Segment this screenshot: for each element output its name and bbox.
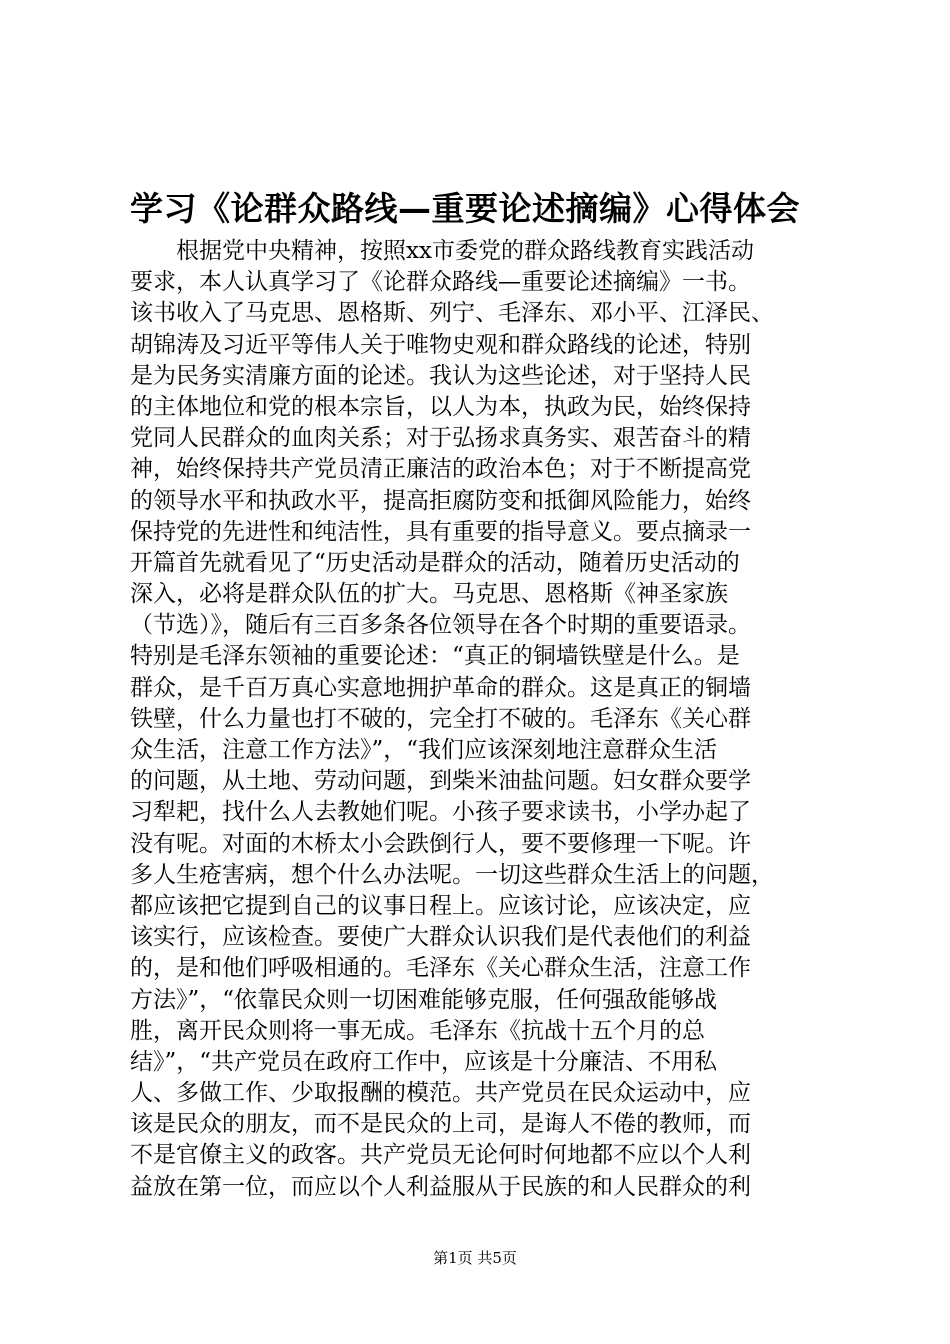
body-line: 要求，本人认真学习了《论群众路线—重要论述摘编》一书。 (130, 269, 751, 296)
body-line: 益放在第一位，而应以个人利益服从于民族的和人民群众的利 (130, 1173, 751, 1200)
body-line: 人、多做工作、少取报酬的模范。共产党员在民众运动中，应 (130, 1080, 751, 1107)
body-line: 根据党中央精神，按照xx市委党的群众路线教育实践活动 (130, 238, 754, 264)
body-line: 习犁耙，找什么人去教她们呢。小孩子要求读书，小学办起了 (130, 799, 751, 826)
body-line: 深入，必将是群众队伍的扩大。马克思、恩格斯《神圣家族 (130, 581, 728, 608)
body-line: 方法》”，“依靠民众则一切困难能够克服，任何强敌能够战 (130, 986, 718, 1013)
body-line: 铁壁，什么力量也打不破的，完全打不破的。毛泽东《关心群 (130, 705, 751, 732)
body-line: 该实行，应该检查。要使广大群众认识我们是代表他们的利益 (130, 924, 751, 951)
body-line: 的，是和他们呼吸相通的。毛泽东《关心群众生活，注意工作 (130, 955, 751, 982)
body-line: 特别是毛泽东领袖的重要论述：“真正的铜墙铁壁是什么。是 (130, 643, 740, 670)
body-line: 都应该把它提到自己的议事日程上。应该讨论，应该决定，应 (130, 892, 751, 919)
body-line: 神，始终保持共产党员清正廉洁的政治本色；对于不断提高党 (130, 456, 751, 483)
body-line: 没有呢。对面的木桥太小会跌倒行人，要不要修理一下呢。许 (130, 830, 751, 857)
body-line: 不是官僚主义的政客。共产党员无论何时何地都不应以个人利 (130, 1142, 751, 1169)
document-body (130, 236, 826, 1203)
body-line: 开篇首先就看见了“历史活动是群众的活动，随着历史活动的 (130, 549, 740, 576)
body-line: 胜，离开民众则将一事无成。毛泽东《抗战十五个月的总 (130, 1017, 705, 1044)
body-line: 多人生疮害病，想个什么办法呢。一切这些群众生活上的问题， (130, 861, 774, 888)
body-line: 的领导水平和执政水平，提高拒腐防变和抵御风险能力，始终 (130, 487, 751, 514)
body-line: 该书收入了马克思、恩格斯、列宁、毛泽东、邓小平、江泽民、 (130, 300, 774, 327)
body-line: 是为民务实清廉方面的论述。我认为这些论述，对于坚持人民 (130, 362, 751, 389)
body-line: 该是民众的朋友，而不是民众的上司，是诲人不倦的教师，而 (130, 1111, 751, 1138)
body-line: 群众，是千百万真心实意地拥护革命的群众。这是真正的铜墙 (130, 674, 751, 701)
body-line: 胡锦涛及习近平等伟人关于唯物史观和群众路线的论述，特别 (130, 331, 751, 358)
body-line: 保持党的先进性和纯洁性，具有重要的指导意义。要点摘录一 (130, 518, 751, 545)
body-line: 党同人民群众的血肉关系；对于弘扬求真务实、艰苦奋斗的精 (130, 425, 751, 452)
document-title: 学习《论群众路线—重要论述摘编》心得体会 (130, 189, 800, 228)
page-footer: 第1页 共5页 (433, 1249, 517, 1267)
body-line: 的主体地位和党的根本宗旨，以人为本，执政为民，始终保持 (130, 393, 751, 420)
body-line: 结》”，“共产党员在政府工作中，应该是十分廉洁、不用私 (130, 1048, 718, 1075)
body-line: 的问题，从土地、劳动问题，到柴米油盐问题。妇女群众要学 (130, 768, 751, 795)
body-line: （节选）》，随后有三百多条各位领导在各个时期的重要语录。 (130, 612, 751, 639)
body-line: 众生活，注意工作方法》”，“我们应该深刻地注意群众生活 (130, 737, 718, 763)
